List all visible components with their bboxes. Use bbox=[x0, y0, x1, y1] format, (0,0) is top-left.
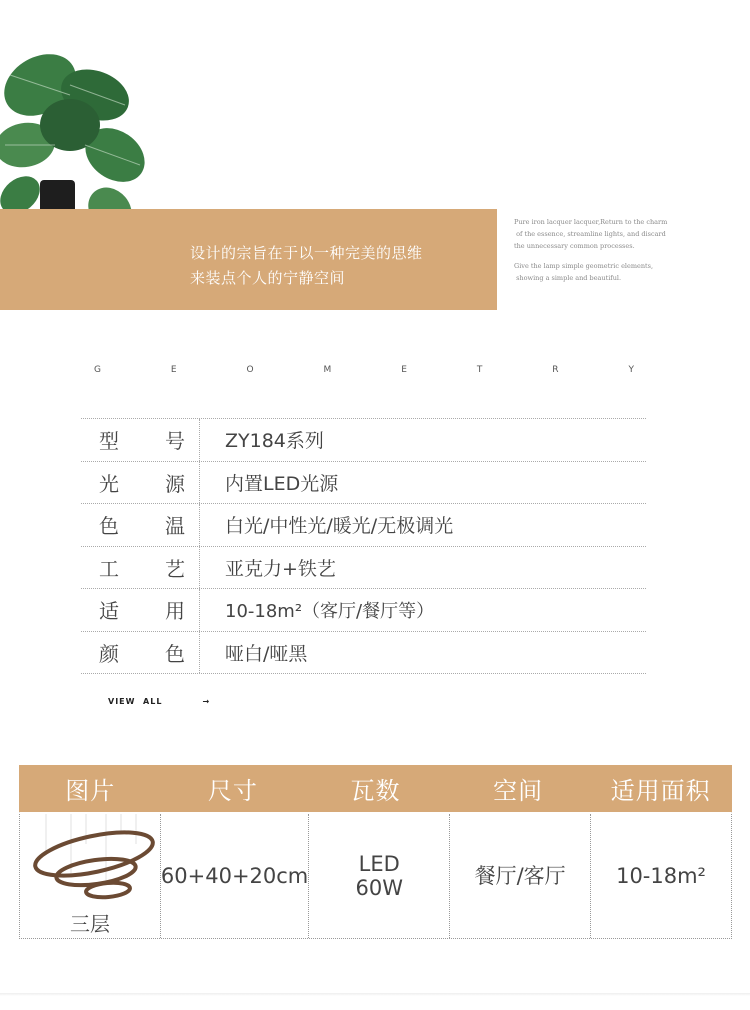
spec-value: ZY184系列 bbox=[225, 430, 324, 453]
spec-key-char: 工 bbox=[99, 556, 119, 581]
english-line: the unnecessary common processes. bbox=[514, 242, 635, 250]
spec-key-char: 色 bbox=[165, 641, 185, 666]
geometry-letter: M bbox=[323, 365, 332, 375]
geometry-letter: T bbox=[476, 365, 483, 375]
spec-key-char: 艺 bbox=[165, 556, 185, 581]
banner-slogan bbox=[190, 241, 423, 291]
english-line: of the essence, streamline lights, and discard bbox=[516, 230, 666, 238]
spec-row-model bbox=[81, 419, 646, 462]
geometry-letter: O bbox=[246, 365, 254, 375]
spec-key-char: 光 bbox=[99, 471, 119, 496]
banner-line-1: 设计的宗旨在于以一种完美的思维 bbox=[190, 244, 423, 262]
geometry-letter: G bbox=[94, 365, 101, 375]
wattage-line: LED bbox=[358, 852, 400, 876]
spec-key-char: 色 bbox=[99, 514, 119, 539]
spec-key bbox=[81, 504, 200, 546]
spec-row-color bbox=[81, 632, 646, 675]
english-line: showing a simple and beautiful. bbox=[516, 274, 622, 282]
spec-row-light-source bbox=[81, 462, 646, 505]
spec-key bbox=[81, 589, 200, 631]
product-table bbox=[19, 765, 732, 939]
size-cell: 60+40+20cm bbox=[161, 814, 309, 938]
area-cell: 10-18m² bbox=[616, 864, 706, 888]
spec-key bbox=[81, 462, 200, 504]
spec-key-char: 颜 bbox=[99, 641, 119, 666]
spec-key bbox=[81, 632, 200, 674]
english-description bbox=[514, 216, 684, 292]
english-line: Pure iron lacquer lacquer,Return to the charm bbox=[514, 218, 668, 226]
header-space: 空间 bbox=[493, 777, 544, 805]
geometry-heading bbox=[94, 365, 634, 375]
wattage-line: 60W bbox=[355, 876, 403, 900]
geometry-letter: E bbox=[401, 365, 407, 375]
all-text: ALL bbox=[143, 697, 163, 706]
spec-row-craft bbox=[81, 547, 646, 590]
ring-lamp-icon bbox=[26, 814, 156, 924]
geometry-letter: Y bbox=[628, 365, 634, 375]
spec-value: 内置LED光源 bbox=[225, 472, 339, 495]
english-line: Give the lamp simple geometric elements, bbox=[514, 262, 654, 270]
table-row bbox=[19, 812, 732, 939]
geometry-letter: E bbox=[170, 365, 177, 375]
spec-key-char: 适 bbox=[99, 599, 119, 624]
wattage-cell bbox=[309, 814, 450, 938]
header-image: 图片 bbox=[65, 777, 116, 805]
spec-key-char: 温 bbox=[165, 514, 185, 539]
spec-key bbox=[81, 547, 200, 589]
spec-key bbox=[81, 419, 200, 461]
view-text: VIEW bbox=[108, 697, 136, 706]
spec-value: 哑白/哑黑 bbox=[225, 642, 308, 665]
header-area: 适用面积 bbox=[610, 777, 711, 805]
spec-key-char: 源 bbox=[165, 471, 185, 496]
view-all-link[interactable] bbox=[108, 697, 210, 706]
space-cell: 餐厅/客厅 bbox=[450, 814, 591, 938]
geometry-letter: R bbox=[552, 365, 559, 375]
image-label: 三层 bbox=[69, 912, 110, 936]
spec-key-char: 用 bbox=[165, 599, 185, 624]
bottom-divider bbox=[0, 993, 750, 996]
spec-value: 10-18m²（客厅/餐厅等） bbox=[225, 600, 435, 622]
product-image-cell bbox=[20, 814, 161, 938]
table-header bbox=[19, 765, 732, 812]
spec-row-color-temp bbox=[81, 504, 646, 547]
spec-table bbox=[81, 418, 646, 674]
spec-value: 亚克力+铁艺 bbox=[225, 557, 336, 580]
spec-row-applicable bbox=[81, 589, 646, 632]
spec-value: 白光/中性光/暖光/无极调光 bbox=[225, 515, 454, 538]
header-size: 尺寸 bbox=[207, 777, 258, 805]
spec-key-char: 型 bbox=[99, 429, 119, 454]
arrow-right-icon: → bbox=[202, 697, 211, 706]
banner-line-2: 来装点个人的宁静空间 bbox=[190, 269, 346, 287]
header-wattage: 瓦数 bbox=[350, 777, 401, 805]
spec-key-char: 号 bbox=[165, 429, 185, 454]
